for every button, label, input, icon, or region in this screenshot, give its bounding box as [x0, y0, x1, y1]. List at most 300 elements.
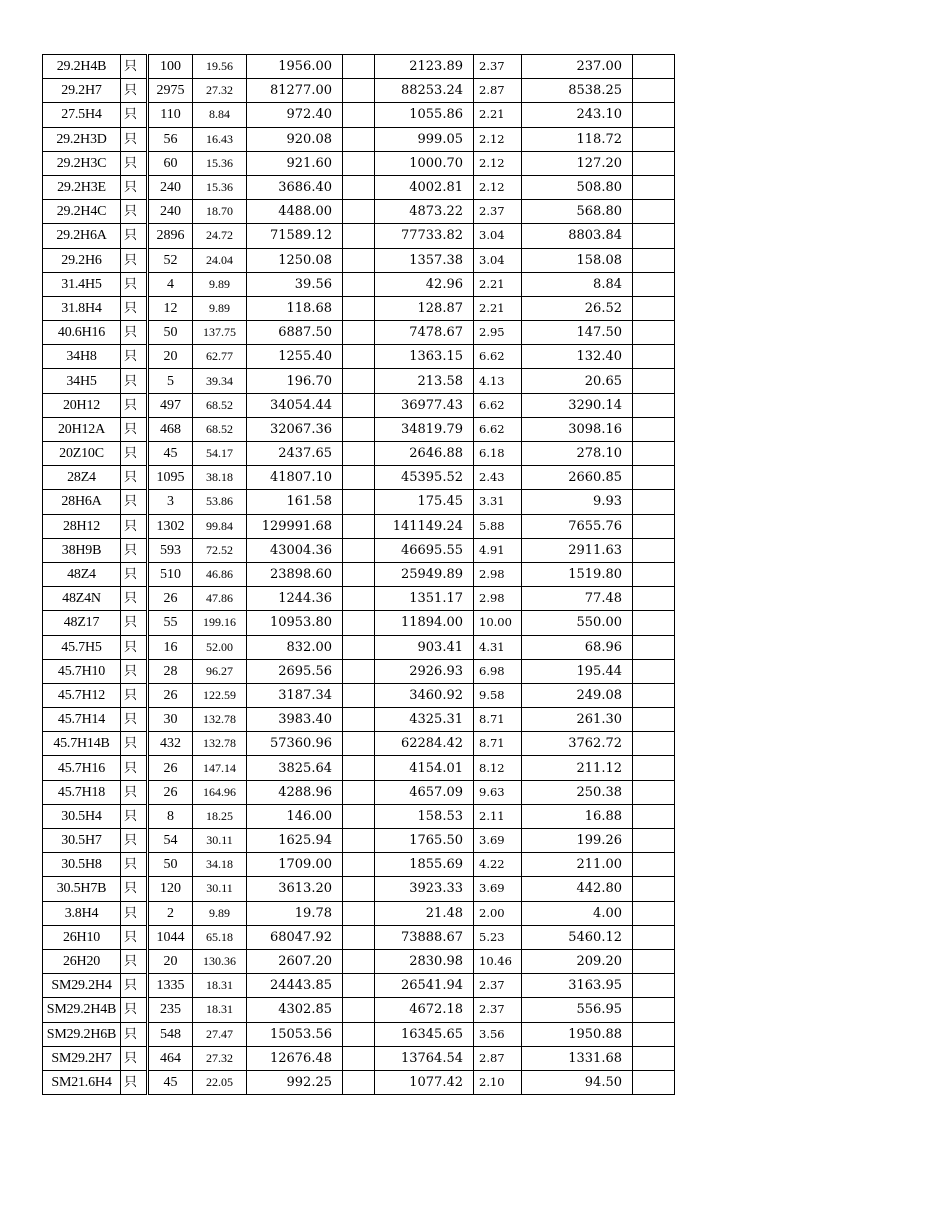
- blank-cell: [343, 780, 375, 804]
- tax-cell: 3098.16: [522, 417, 633, 441]
- table-row: [43, 224, 675, 248]
- rate-cell: 2.10: [474, 1070, 522, 1094]
- amount-with-tax-cell: 903.41: [375, 635, 474, 659]
- rate-cell: 3.04: [474, 224, 522, 248]
- blank-cell: [633, 683, 675, 707]
- quantity-cell: 16: [149, 635, 193, 659]
- blank-cell: [343, 321, 375, 345]
- unit-cell: 只: [121, 853, 147, 877]
- rate-cell: 2.11: [474, 804, 522, 828]
- table-row: [43, 127, 675, 151]
- table-row: [43, 659, 675, 683]
- blank-cell: [633, 587, 675, 611]
- quantity-cell: 110: [149, 103, 193, 127]
- amount-with-tax-cell: 2926.93: [375, 659, 474, 683]
- unit-cell: 只: [121, 79, 147, 103]
- blank-cell: [343, 756, 375, 780]
- unit-cell: 只: [121, 514, 147, 538]
- tax-cell: 243.10: [522, 103, 633, 127]
- table-row: [43, 103, 675, 127]
- blank-cell: [633, 248, 675, 272]
- amount-with-tax-cell: 1357.38: [375, 248, 474, 272]
- table-row: [43, 538, 675, 562]
- quantity-cell: 26: [149, 587, 193, 611]
- unit-cell: 只: [121, 998, 147, 1022]
- unit-cell: 只: [121, 683, 147, 707]
- quantity-cell: 60: [149, 151, 193, 175]
- product-code-cell: 45.7H10: [43, 659, 121, 683]
- amount-cell: 3983.40: [247, 708, 343, 732]
- amount-with-tax-cell: 3460.92: [375, 683, 474, 707]
- amount-cell: 68047.92: [247, 925, 343, 949]
- amount-with-tax-cell: 4873.22: [375, 200, 474, 224]
- blank-cell: [343, 804, 375, 828]
- table-row: [43, 321, 675, 345]
- unit-price-cell: 27.32: [193, 79, 247, 103]
- amount-with-tax-cell: 7478.67: [375, 321, 474, 345]
- rate-cell: 2.37: [474, 974, 522, 998]
- blank-cell: [633, 103, 675, 127]
- unit-cell: 只: [121, 659, 147, 683]
- unit-price-cell: 132.78: [193, 708, 247, 732]
- table-row: [43, 369, 675, 393]
- amount-with-tax-cell: 13764.54: [375, 1046, 474, 1070]
- blank-cell: [633, 175, 675, 199]
- amount-with-tax-cell: 1855.69: [375, 853, 474, 877]
- amount-cell: 1255.40: [247, 345, 343, 369]
- product-code-cell: 34H8: [43, 345, 121, 369]
- tax-cell: 5460.12: [522, 925, 633, 949]
- unit-price-cell: 9.89: [193, 296, 247, 320]
- unit-cell: 只: [121, 272, 147, 296]
- product-code-cell: 48Z4: [43, 562, 121, 586]
- product-code-cell: 38H9B: [43, 538, 121, 562]
- unit-price-cell: 132.78: [193, 732, 247, 756]
- quantity-cell: 5: [149, 369, 193, 393]
- table-row: [43, 635, 675, 659]
- unit-cell: 只: [121, 804, 147, 828]
- product-code-cell: 29.2H6A: [43, 224, 121, 248]
- unit-cell: 只: [121, 321, 147, 345]
- amount-with-tax-cell: 2830.98: [375, 949, 474, 973]
- rate-cell: 8.12: [474, 756, 522, 780]
- unit-price-cell: 52.00: [193, 635, 247, 659]
- blank-cell: [633, 224, 675, 248]
- blank-cell: [343, 1070, 375, 1094]
- blank-cell: [633, 949, 675, 973]
- blank-cell: [633, 901, 675, 925]
- amount-cell: 118.68: [247, 296, 343, 320]
- blank-cell: [633, 562, 675, 586]
- amount-with-tax-cell: 36977.43: [375, 393, 474, 417]
- amount-cell: 81277.00: [247, 79, 343, 103]
- amount-cell: 34054.44: [247, 393, 343, 417]
- quantity-cell: 45: [149, 1070, 193, 1094]
- table-row: [43, 514, 675, 538]
- blank-cell: [633, 127, 675, 151]
- amount-with-tax-cell: 88253.24: [375, 79, 474, 103]
- amount-cell: 832.00: [247, 635, 343, 659]
- product-code-cell: SM29.2H6B: [43, 1022, 121, 1046]
- amount-with-tax-cell: 46695.55: [375, 538, 474, 562]
- quantity-cell: 55: [149, 611, 193, 635]
- unit-cell: 只: [121, 780, 147, 804]
- unit-cell: 只: [121, 296, 147, 320]
- unit-cell: 只: [121, 224, 147, 248]
- amount-cell: 992.25: [247, 1070, 343, 1094]
- blank-cell: [343, 635, 375, 659]
- rate-cell: 2.21: [474, 103, 522, 127]
- unit-cell: 只: [121, 732, 147, 756]
- blank-cell: [343, 974, 375, 998]
- product-code-cell: 48Z17: [43, 611, 121, 635]
- tax-cell: 278.10: [522, 442, 633, 466]
- product-code-cell: 29.2H4C: [43, 200, 121, 224]
- amount-with-tax-cell: 1000.70: [375, 151, 474, 175]
- blank-cell: [633, 1022, 675, 1046]
- tax-cell: 1519.80: [522, 562, 633, 586]
- amount-cell: 1956.00: [247, 55, 343, 79]
- quantity-cell: 497: [149, 393, 193, 417]
- tax-cell: 211.00: [522, 853, 633, 877]
- rate-cell: 2.12: [474, 127, 522, 151]
- blank-cell: [633, 804, 675, 828]
- rate-cell: 2.98: [474, 562, 522, 586]
- blank-cell: [633, 369, 675, 393]
- tax-cell: 158.08: [522, 248, 633, 272]
- tax-cell: 3762.72: [522, 732, 633, 756]
- amount-with-tax-cell: 4657.09: [375, 780, 474, 804]
- quantity-cell: 235: [149, 998, 193, 1022]
- blank-cell: [633, 998, 675, 1022]
- quantity-cell: 120: [149, 877, 193, 901]
- unit-cell: 只: [121, 369, 147, 393]
- tax-cell: 211.12: [522, 756, 633, 780]
- amount-cell: 4288.96: [247, 780, 343, 804]
- amount-with-tax-cell: 141149.24: [375, 514, 474, 538]
- table-row: [43, 998, 675, 1022]
- product-code-cell: 29.2H3E: [43, 175, 121, 199]
- blank-cell: [633, 345, 675, 369]
- amount-cell: 19.78: [247, 901, 343, 925]
- tax-cell: 8803.84: [522, 224, 633, 248]
- quantity-cell: 593: [149, 538, 193, 562]
- tax-cell: 1331.68: [522, 1046, 633, 1070]
- tax-cell: 556.95: [522, 998, 633, 1022]
- product-code-cell: 20H12: [43, 393, 121, 417]
- blank-cell: [633, 417, 675, 441]
- table-row: [43, 587, 675, 611]
- quantity-cell: 3: [149, 490, 193, 514]
- unit-price-cell: 122.59: [193, 683, 247, 707]
- unit-price-cell: 54.17: [193, 442, 247, 466]
- tax-cell: 261.30: [522, 708, 633, 732]
- blank-cell: [633, 708, 675, 732]
- amount-with-tax-cell: 2123.89: [375, 55, 474, 79]
- amount-cell: 1625.94: [247, 829, 343, 853]
- unit-price-cell: 18.25: [193, 804, 247, 828]
- tax-cell: 68.96: [522, 635, 633, 659]
- blank-cell: [633, 200, 675, 224]
- quantity-cell: 20: [149, 949, 193, 973]
- blank-cell: [343, 514, 375, 538]
- table-row: [43, 248, 675, 272]
- amount-with-tax-cell: 128.87: [375, 296, 474, 320]
- table-row: [43, 732, 675, 756]
- product-code-cell: 30.5H7: [43, 829, 121, 853]
- unit-price-cell: 137.75: [193, 321, 247, 345]
- unit-price-cell: 72.52: [193, 538, 247, 562]
- blank-cell: [633, 490, 675, 514]
- quantity-cell: 240: [149, 200, 193, 224]
- unit-cell: 只: [121, 248, 147, 272]
- blank-cell: [633, 925, 675, 949]
- table-row: [43, 804, 675, 828]
- unit-cell: 只: [121, 1022, 147, 1046]
- product-code-cell: 27.5H4: [43, 103, 121, 127]
- quantity-cell: 8: [149, 804, 193, 828]
- product-code-cell: 20Z10C: [43, 442, 121, 466]
- blank-cell: [343, 393, 375, 417]
- amount-with-tax-cell: 45395.52: [375, 466, 474, 490]
- blank-cell: [633, 877, 675, 901]
- rate-cell: 2.21: [474, 296, 522, 320]
- tax-cell: 3290.14: [522, 393, 633, 417]
- tax-cell: 9.93: [522, 490, 633, 514]
- product-code-cell: SM29.2H4B: [43, 998, 121, 1022]
- unit-price-cell: 96.27: [193, 659, 247, 683]
- blank-cell: [343, 562, 375, 586]
- rate-cell: 10.46: [474, 949, 522, 973]
- tax-cell: 1950.88: [522, 1022, 633, 1046]
- unit-price-cell: 9.89: [193, 901, 247, 925]
- blank-cell: [633, 442, 675, 466]
- tax-cell: 77.48: [522, 587, 633, 611]
- blank-cell: [633, 1070, 675, 1094]
- amount-cell: 71589.12: [247, 224, 343, 248]
- rate-cell: 3.56: [474, 1022, 522, 1046]
- quantity-cell: 468: [149, 417, 193, 441]
- tax-cell: 8.84: [522, 272, 633, 296]
- amount-cell: 3613.20: [247, 877, 343, 901]
- tax-cell: 3163.95: [522, 974, 633, 998]
- table-row: [43, 708, 675, 732]
- table-row: [43, 829, 675, 853]
- amount-cell: 12676.48: [247, 1046, 343, 1070]
- blank-cell: [633, 1046, 675, 1070]
- product-code-cell: 30.5H8: [43, 853, 121, 877]
- unit-cell: 只: [121, 345, 147, 369]
- product-code-cell: 40.6H16: [43, 321, 121, 345]
- rate-cell: 2.87: [474, 1046, 522, 1070]
- rate-cell: 5.88: [474, 514, 522, 538]
- blank-cell: [343, 611, 375, 635]
- amount-with-tax-cell: 25949.89: [375, 562, 474, 586]
- blank-cell: [343, 442, 375, 466]
- unit-cell: 只: [121, 466, 147, 490]
- table-row: [43, 1070, 675, 1094]
- unit-cell: 只: [121, 55, 147, 79]
- quantity-cell: 100: [149, 55, 193, 79]
- tax-cell: 4.00: [522, 901, 633, 925]
- rate-cell: 9.58: [474, 683, 522, 707]
- product-code-cell: 20H12A: [43, 417, 121, 441]
- unit-price-cell: 8.84: [193, 103, 247, 127]
- rate-cell: 9.63: [474, 780, 522, 804]
- unit-cell: 只: [121, 127, 147, 151]
- rate-cell: 6.62: [474, 393, 522, 417]
- amount-with-tax-cell: 158.53: [375, 804, 474, 828]
- unit-cell: 只: [121, 829, 147, 853]
- amount-cell: 10953.80: [247, 611, 343, 635]
- amount-with-tax-cell: 3923.33: [375, 877, 474, 901]
- product-price-table: [42, 54, 675, 1095]
- tax-cell: 147.50: [522, 321, 633, 345]
- rate-cell: 6.62: [474, 417, 522, 441]
- rate-cell: 2.21: [474, 272, 522, 296]
- blank-cell: [343, 1046, 375, 1070]
- blank-cell: [633, 853, 675, 877]
- rate-cell: 2.12: [474, 151, 522, 175]
- quantity-cell: 30: [149, 708, 193, 732]
- rate-cell: 8.71: [474, 732, 522, 756]
- unit-cell: 只: [121, 587, 147, 611]
- product-code-cell: 29.2H6: [43, 248, 121, 272]
- blank-cell: [343, 151, 375, 175]
- unit-price-cell: 130.36: [193, 949, 247, 973]
- blank-cell: [633, 756, 675, 780]
- rate-cell: 2.37: [474, 200, 522, 224]
- blank-cell: [633, 321, 675, 345]
- amount-with-tax-cell: 34819.79: [375, 417, 474, 441]
- blank-cell: [633, 466, 675, 490]
- unit-price-cell: 22.05: [193, 1070, 247, 1094]
- unit-cell: 只: [121, 949, 147, 973]
- amount-cell: 41807.10: [247, 466, 343, 490]
- table-row: [43, 200, 675, 224]
- unit-price-cell: 15.36: [193, 151, 247, 175]
- amount-with-tax-cell: 11894.00: [375, 611, 474, 635]
- tax-cell: 237.00: [522, 55, 633, 79]
- amount-cell: 129991.68: [247, 514, 343, 538]
- rate-cell: 3.04: [474, 248, 522, 272]
- amount-with-tax-cell: 42.96: [375, 272, 474, 296]
- unit-cell: 只: [121, 103, 147, 127]
- product-code-cell: 30.5H7B: [43, 877, 121, 901]
- tax-cell: 199.26: [522, 829, 633, 853]
- product-code-cell: 28Z4: [43, 466, 121, 490]
- table-row: [43, 611, 675, 635]
- quantity-cell: 45: [149, 442, 193, 466]
- amount-with-tax-cell: 26541.94: [375, 974, 474, 998]
- unit-price-cell: 30.11: [193, 877, 247, 901]
- blank-cell: [633, 974, 675, 998]
- table-row: [43, 296, 675, 320]
- amount-cell: 161.58: [247, 490, 343, 514]
- unit-cell: 只: [121, 708, 147, 732]
- tax-cell: 94.50: [522, 1070, 633, 1094]
- amount-cell: 1709.00: [247, 853, 343, 877]
- quantity-cell: 20: [149, 345, 193, 369]
- blank-cell: [343, 708, 375, 732]
- rate-cell: 4.31: [474, 635, 522, 659]
- unit-cell: 只: [121, 200, 147, 224]
- quantity-cell: 1044: [149, 925, 193, 949]
- blank-cell: [343, 683, 375, 707]
- table-row: [43, 683, 675, 707]
- amount-cell: 1244.36: [247, 587, 343, 611]
- amount-cell: 32067.36: [247, 417, 343, 441]
- unit-price-cell: 164.96: [193, 780, 247, 804]
- unit-cell: 只: [121, 635, 147, 659]
- amount-cell: 3187.34: [247, 683, 343, 707]
- quantity-cell: 50: [149, 321, 193, 345]
- amount-cell: 3825.64: [247, 756, 343, 780]
- blank-cell: [343, 55, 375, 79]
- blank-cell: [343, 248, 375, 272]
- quantity-cell: 26: [149, 756, 193, 780]
- amount-with-tax-cell: 2646.88: [375, 442, 474, 466]
- blank-cell: [343, 998, 375, 1022]
- quantity-cell: 464: [149, 1046, 193, 1070]
- product-code-cell: SM29.2H7: [43, 1046, 121, 1070]
- blank-cell: [633, 829, 675, 853]
- blank-cell: [343, 224, 375, 248]
- unit-price-cell: 19.56: [193, 55, 247, 79]
- unit-price-cell: 9.89: [193, 272, 247, 296]
- unit-cell: 只: [121, 611, 147, 635]
- amount-cell: 972.40: [247, 103, 343, 127]
- blank-cell: [343, 103, 375, 127]
- amount-cell: 3686.40: [247, 175, 343, 199]
- blank-cell: [633, 296, 675, 320]
- product-code-cell: 26H20: [43, 949, 121, 973]
- table-row: [43, 925, 675, 949]
- table-row: [43, 562, 675, 586]
- rate-cell: 2.43: [474, 466, 522, 490]
- amount-with-tax-cell: 1055.86: [375, 103, 474, 127]
- quantity-cell: 2975: [149, 79, 193, 103]
- amount-with-tax-cell: 1351.17: [375, 587, 474, 611]
- amount-cell: 921.60: [247, 151, 343, 175]
- product-code-cell: 30.5H4: [43, 804, 121, 828]
- table-body: [43, 55, 675, 1095]
- blank-cell: [343, 79, 375, 103]
- rate-cell: 2.87: [474, 79, 522, 103]
- amount-with-tax-cell: 16345.65: [375, 1022, 474, 1046]
- amount-with-tax-cell: 73888.67: [375, 925, 474, 949]
- quantity-cell: 26: [149, 780, 193, 804]
- product-code-cell: 34H5: [43, 369, 121, 393]
- unit-price-cell: 68.52: [193, 393, 247, 417]
- rate-cell: 4.22: [474, 853, 522, 877]
- quantity-cell: 240: [149, 175, 193, 199]
- rate-cell: 10.00: [474, 611, 522, 635]
- blank-cell: [343, 466, 375, 490]
- unit-price-cell: 30.11: [193, 829, 247, 853]
- rate-cell: 6.18: [474, 442, 522, 466]
- tax-cell: 550.00: [522, 611, 633, 635]
- table-row: [43, 877, 675, 901]
- blank-cell: [343, 587, 375, 611]
- blank-cell: [343, 345, 375, 369]
- blank-cell: [633, 635, 675, 659]
- tax-cell: 26.52: [522, 296, 633, 320]
- table-row: [43, 466, 675, 490]
- tax-cell: 195.44: [522, 659, 633, 683]
- unit-price-cell: 27.47: [193, 1022, 247, 1046]
- amount-with-tax-cell: 4154.01: [375, 756, 474, 780]
